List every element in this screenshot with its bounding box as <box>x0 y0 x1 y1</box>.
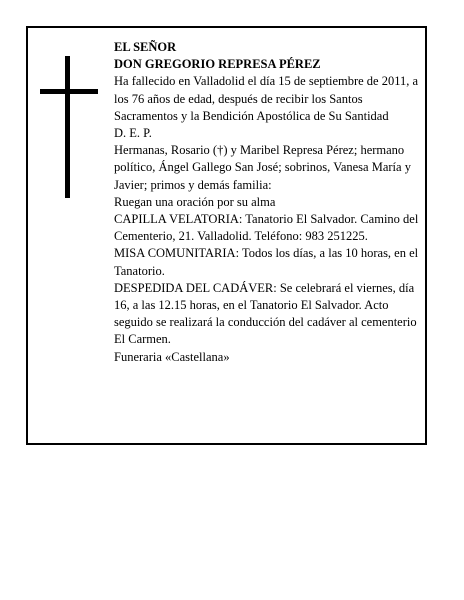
community-mass: MISA COMUNITARIA: Todos los días, a las 10 horas, en el Tanatorio. <box>114 246 419 278</box>
rest-in-peace: D. E. P. <box>114 126 152 141</box>
deceased-name: DON GREGORIO REPRESA PÉREZ <box>114 57 321 72</box>
cross-horizontal-bar <box>40 89 98 94</box>
funeral-home: Funeraria «Castellana» <box>114 349 230 364</box>
wake-chapel: CAPILLA VELATORIA: Tanatorio El Salvador. Camino del Cementerio, 21. Valladolid. Teléfono: 983 251225. <box>114 212 419 244</box>
notice-title: EL SEÑOR <box>114 40 177 54</box>
obituary-text <box>114 39 424 366</box>
farewell-ceremony: DESPEDIDA DEL CADÁVER: Se celebrará el viernes, día 16, a las 12.15 horas, en el Tanatorio El Salvador. Acto seguido se realizará la conducción del cadáver al cementerio El Carmen. <box>114 280 417 347</box>
prayer-request: Ruegan una oración por su alma <box>114 194 276 209</box>
cross-icon <box>40 56 98 198</box>
cross-vertical-bar <box>65 56 70 198</box>
death-statement: Ha fallecido en Valladolid el día 15 de septiembre de 2011, a los 76 años de edad, después de recibir los Santos Sacramentos y la Bendición Apostólica de Su Santidad <box>114 74 419 123</box>
family-list: Hermanas, Rosario (†) y Maribel Represa Pérez; hermano político, Ángel Gallego San José; sobrinos, Vanesa María y Javier; primos y demás familia: <box>114 143 411 192</box>
obituary-notice <box>26 26 427 445</box>
